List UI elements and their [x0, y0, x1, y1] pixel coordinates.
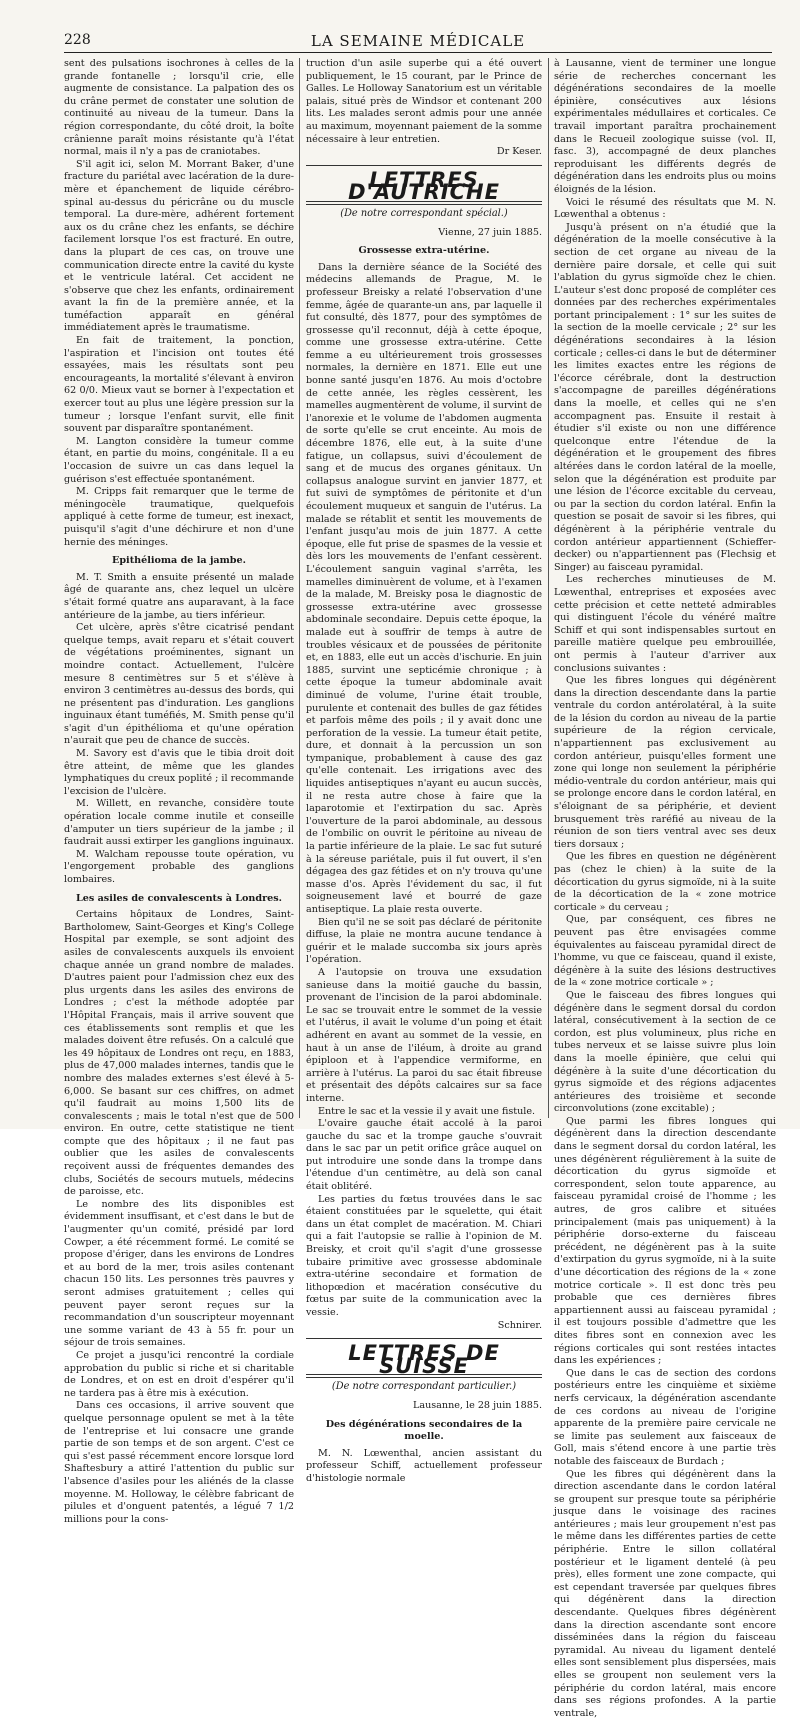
- page-header: [64, 32, 772, 52]
- section-rule: [306, 165, 542, 166]
- paragraph: A l'autopsie on trouva une exsudation sanieuse dans la moitié gauche du bassin, provenant de l'incision de la paroi abdominale. Le sac se trouvait entre le sommet de la vessie et l'utérus, il avait le volume d'un poing et était adhérent en avant au sommet de la vessie, en haut à un anse de l'iléum, à droite au grand épiploon et à l'appendice vermiforme, en arrière à l'utérus. La paroi du sac était fibreuse et présentait des dépôts calcaires sur sa face interne.: [306, 967, 542, 1106]
- section-subtitle: (De notre correspondant particulier.): [306, 1381, 542, 1394]
- paragraph: Entre le sac et la vessie il y avait une fistule.: [306, 1106, 542, 1119]
- paragraph: à Lausanne, vient de terminer une longue série de recherches concernant les dégénérations secondaires de la moelle épinière, consécutives aux lésions expérimentales médullaires et corticales. Ce travail important paraîtra prochainement dans le Recueil zoologique suisse (vol. II, fasc. 3), accompagné de deux planches reproduisant les différents degrés de dégénération dans les endroits plus ou moins éloignés de la lésion.: [554, 58, 776, 197]
- page-number: 228: [64, 32, 91, 48]
- paragraph: Que les fibres en question ne dégénèrent pas (chez le chien) à la suite de la décortication du gyrus sigmoïde, ni à la suite de la décortication de la « zone motrice corticale » du cerveau ;: [554, 851, 776, 914]
- section-heading: Grossesse extra-utérine.: [306, 245, 542, 258]
- signature: Dr Keser.: [306, 146, 542, 159]
- section-title: LETTRES D'AUTRICHE: [306, 174, 542, 199]
- paragraph: Que le faisceau des fibres longues qui dégénère dans le segment dorsal du cordon latéral, consécutivement à la section de ce cordon, est plus volumineux, plus riche en tubes nerveux et se laisse suivre plus loin dans la moelle épinière, que celui qui dégénère à la suite d'une décortication du gyrus sigmoïde et des régions adjacentes antérieures des troisième et seconde circonvolutions (zone excitable) ;: [554, 990, 776, 1116]
- paragraph: Que les fibres qui dégénèrent dans la direction ascendante dans le cordon latéral se groupent sur presque toute sa périphérie jusque dans le voisinage des racines antérieures ; mais leur groupement n'est pas le même dans les différentes parties de cette périphérie. Entre le sillon collatéral postérieur et le ligament dentelé (à peu près), elles forment une zone compacte, qui est cependant traversée par quelques fibres qui dégénèrent dans la direction descendante. Quelques fibres dégénèrent dans la direction ascendante sont encore disséminées dans la région du faisceau pyramidal. Au niveau du ligament dentelé elles sont sensiblement plus dispersées, mais elles se groupent non seulement vers la périphérie du cordon latéral, mais encore dans ses régions profondes. A la partie ventrale,: [554, 1469, 776, 1720]
- column-divider: [548, 58, 549, 1118]
- column-divider: [299, 58, 300, 1118]
- dateline: Vienne, 27 juin 1885.: [306, 227, 542, 240]
- paragraph: M. Walcham repousse toute opération, vu l'engorgement probable des ganglions lombaires.: [64, 849, 294, 887]
- dateline: Lausanne, le 28 juin 1885.: [306, 1400, 542, 1413]
- paragraph: M. Langton considère la tumeur comme étant, en partie du moins, congénitale. Il a eu l'occasion de suivre un cas dans lequel la guérison s'est effectuée spontanément.: [64, 436, 294, 486]
- paragraph: Certains hôpitaux de Londres, Saint-Bartholomew, Saint-Georges et King's College Hospital par exemple, se sont adjoint des asiles de convalescents auxquels ils envoient chaque année un grand nombre de malades. D'autres paient pour l'admission chez eux des plus urgents dans les asiles des environs de Londres ; c'est la méthode adoptée par l'Hôpital Français, mais il arrive souvent que ces établissements sont remplis et que les malades doivent être refusés. On a calculé que les 49 hôpitaux de Londres ont reçu, en 1883, plus de 47,000 malades internes, tandis que le nombre des malades externes s'est élevé à 5-6,000. Se basant sur ces chiffres, on admet qu'il faudrait au moins 1,500 lits de convalescents ; mais le total n'est que de 500 environ. En outre, cette statistique ne tient compte que des hôpitaux ; il ne faut pas oublier que les asiles de convalescents reçoivent aussi de fréquentes demandes des clubs, Sociétés de secours mutuels, médecins de paroisse, etc.: [64, 909, 294, 1199]
- paragraph: Que parmi les fibres longues qui dégénèrent dans la direction descendante dans le segment dorsal du cordon latéral, les unes dégénèrent régulièrement à la suite de décortication du gyrus sigmoïde et correspondent, selon toute apparence, au faisceau pyramidal croisé de l'homme ; les autres, de gros calibre et situées principalement (mais pas uniquement) à la périphérie dorso-externe du faisceau précédent, ne dégénèrent pas à la suite d'extirpation du gyrus sygmoïde, ni à la suite d'une décortication des régions de la « zone motrice corticale ». Il est donc très peu probable que ces dernières fibres appartiennent aussi au faisceau pyramidal ; il est toujours possible d'admettre que les dites fibres sont en connexion avec les régions corticales qui sont restées intactes dans les expériences ;: [554, 1116, 776, 1368]
- paragraph: M. T. Smith a ensuite présenté un malade âgé de quarante ans, chez lequel un ulcère s'était formé quatre ans auparavant, à la face antérieure de la jambe, au tiers inférieur.: [64, 572, 294, 622]
- paragraph: Que dans le cas de section des cordons postérieurs entre les cinquième et sixième nerfs cervicaux, la dégénération ascendante de ces cordons au niveau de l'origine apparente de la première paire cervicale ne se limite pas seulement aux faisceaux de Goll, mais s'étend encore à une partie très notable des faisceaux de Burdach ;: [554, 1368, 776, 1469]
- paragraph: truction d'un asile superbe qui a été ouvert publiquement, le 15 courant, par le Prince de Galles. Le Holloway Sanatorium est un véritable palais, situé près de Windsor et contenant 200 lits. Les malades seront admis pour une année au maximum, moyennant paiement de la somme nécessaire à leur entretien.: [306, 58, 542, 146]
- paragraph: M. Savory est d'avis que le tibia droit doit être atteint, de même que les glandes lymphatiques du creux poplité ; il recommande l'excision de l'ulcère.: [64, 748, 294, 798]
- column-3: [554, 58, 776, 1118]
- column-2: [306, 58, 542, 1118]
- paragraph: M. Cripps fait remarquer que le terme de méningocèle traumatique, quelquefois appliqué à cette forme de tumeur, est inexact, puisqu'il s'agit d'une déchirure et non d'une hernie des méninges.: [64, 486, 294, 549]
- paragraph: En fait de traitement, la ponction, l'aspiration et l'incision ont toutes été essayées, mais les résultats sont peu encourageants, la mortalité s'élevant à environ 62 0/0. Mieux vaut se borner à l'expectation et exercer tout au plus une légère pression sur la tumeur ; lorsque l'enfant survit, elle finit souvent par disparaître spontanément.: [64, 335, 294, 436]
- paragraph: Jusqu'à présent on n'a étudié que la dégénération de la moelle consécutive à la section de cet organe au niveau de la dernière paire dorsale, et celle qui suit l'ablation du gyrus sigmoïde chez le chien. L'auteur s'est donc proposé de compléter ces données par des recherches expérimentales portant principalement : 1° sur les suites de la section de la moelle cervicale ; 2° sur les dégénérations secondaires à la lésion corticale ; celles-ci dans le but de déterminer les limites exactes entre les régions de l'écorce cérébrale, dont la destruction s'accompagne de pareilles dégénérations dans la moelle, et celles qui ne s'en accompagnent pas. Ensuite il restait à étudier s'il existe ou non une différence quelconque entre l'étendue de la dégénération et le groupement des fibres altérées dans le cordon latéral de la moelle, selon que la dégénération est produite par une lésion de l'écorce excitable du cerveau, ou par la section du cordon latéral. Enfin la question se posait de savoir si les fibres, qui dégénèrent à la périphérie ventrale du cordon antérieur appartiennent (Schieffer-decker) ou n'appartiennent pas (Flechsig et Singer) au faisceau pyramidal.: [554, 222, 776, 575]
- paragraph: Cet ulcère, après s'être cicatrisé pendant quelque temps, avait reparu et s'était couvert de végétations proéminentes, signant un moindre contact. Actuellement, l'ulcère mesure 8 centimètres sur 5 et s'élève à environ 3 centimètres au-dessus des bords, qui ne présentent pas d'induration. Les ganglions inguinaux étant tuméfiés, M. Smith pense qu'il s'agit d'un épithélioma et qu'une opération n'aurait que peu de chance de succès.: [64, 622, 294, 748]
- paragraph: Le nombre des lits disponibles est évidemment insuffisant, et c'est dans le but de l'augmenter qu'un comité, présidé par lord Cowper, a été récemment formé. Le comité se propose d'ériger, dans les environs de Londres et au bord de la mer, trois asiles contenant chacun 150 lits. Les personnes très pauvres y seront admises gratuitement ; celles qui peuvent payer seront reçues sur la recommandation d'un souscripteur moyennant une somme variant de 43 à 55 fr. pour un séjour de trois semaines.: [64, 1199, 294, 1350]
- paragraph: Bien qu'il ne se soit pas déclaré de péritonite diffuse, la plaie ne montra aucune tendance à guérir et le malade succomba six jours après l'opération.: [306, 917, 542, 967]
- section-rule: [306, 1338, 542, 1339]
- column-1: [64, 58, 294, 1118]
- paragraph: L'ovaire gauche était accolé à la paroi gauche du sac et la trompe gauche s'ouvrait dans le sac par un petit orifice grâce auquel on put introduire une sonde dans la trompe dans l'étendue d'un centimètre, au delà son canal était oblitéré.: [306, 1118, 542, 1194]
- signature: Schnirer.: [306, 1320, 542, 1333]
- paragraph: Dans la dernière séance de la Société des médecins allemands de Prague, M. le professeur Breisky a relaté l'observation d'une femme, âgée de quarante-un ans, par laquelle il fut consulté, dès 1877, pour des symptômes de grossesse qu'il reconnut, déjà à cette époque, comme une grossesse extra-utérine. Cette femme a eu ultérieurement trois grossesses normales, la dernière en 1871. Elle eut une bonne santé jusqu'en 1876. Au mois d'octobre de cette année, les règles cessèrent, les mamelles augmentèrent de volume, il survint de l'anorexie et le volume de l'abdomen augmenta de sorte qu'elle se crut enceinte. Au mois de décembre 1876, elle eut, à la suite d'une fatigue, un collapsus, suivi d'écoulement de sang et de mucus des organes génitaux. Un collapsus analogue survint en janvier 1877, et fut suivi de symptômes de péritonite et d'un écoulement muqueux et sanguin de l'utérus. La malade se rétablit et sentit les mouvements de l'enfant jusqu'au mois de juin 1877. A cette époque, elle fut prise de spasmes de la vessie et dès lors les mouvements de l'enfant cessèrent. L'écoulement sanguin vaginal s'arrêta, les mamelles diminuèrent de volume, et à l'examen de la malade, M. Breisky posa le diagnostic de grossesse extra-utérine avec grossesse abdominale secondaire. Depuis cette époque, la malade eut à souffrir de temps à autre de troubles vésicaux et de poussées de péritonite et, en 1883, elle eut un accès d'ischurie. En juin 1885, survint une septicémie chronique ; à cette époque la tumeur abdominale avait diminué de volume, l'urine était trouble, purulente et contenait des bulles de gaz fétides et parfois même des poils ; il y avait donc une perforation de la vessie. La tumeur était petite, dure, et donnait à la percussion un son tympanique, probablement à cause des gaz qu'elle contenait. Les irrigations avec des liquides antiseptiques n'ayant eu aucun succès, il ne resta autre chose à faire que la laparotomie et l'extirpation du sac. Après l'ouverture de la paroi abdominale, au dessous de l'ombilic on ouvrit le péritoine au niveau de la partie inférieure de la plaie. Le sac fut suturé à la séreuse pariétale, puis il fut ouvert, il s'en dégagea des gaz fétides et on n'y trouva qu'une masse d'os. Après l'évidement du sac, il fut soigneusement lavé et bourré de gaze antiseptique. La plaie resta ouverte.: [306, 262, 542, 917]
- journal-title: LA SEMAINE MÉDICALE: [64, 32, 772, 50]
- paragraph: sent des pulsations isochrones à celles de la grande fontanelle ; lorsqu'il crie, elle augmente de consistance. La palpation des os du crâne permet de constater une solution de continuité au niveau de la tumeur. Dans la région correspondante, du côté droit, la boîte crânienne paraît moins résistante qu'à l'état normal, mais il n'y a pas de craniotabes.: [64, 58, 294, 159]
- paragraph: Que les fibres longues qui dégénèrent dans la direction descendante dans la partie ventrale du cordon antérolatéral, à la suite de la lésion du cordon au niveau de la partie supérieure de la région cervicale, n'appartiennent pas exclusivement au cordon antérieur, puisqu'elles forment une zone qui longe non seulement la périphérie médio-ventrale du cordon antérieur, mais qui se prolonge encore dans le cordon latéral, en s'éloignant de sa périphérie, et devient brusquement très raréfié au niveau de la réunion de son tiers ventral avec ses deux tiers dorsaux ;: [554, 675, 776, 851]
- section-heading: Des dégénérations secondaires de la moelle.: [306, 1419, 542, 1444]
- paragraph: Dans ces occasions, il arrive souvent que quelque personnage opulent se met à la tête de l'entreprise et lui consacre une grande partie de son temps et de son argent. C'est ce qui s'est passé récemment encore lorsque lord Shaftesbury a attiré l'attention du public sur l'absence d'asiles pour les aliénés de la classe moyenne. M. Holloway, le célèbre fabricant de pilules et d'onguent patentés, a légué 7 1/2 millions pour la cons-: [64, 1400, 294, 1526]
- paragraph: M. N. Lœwenthal, ancien assistant du professeur Schiff, actuellement professeur d'histologie normale: [306, 1448, 542, 1486]
- section-heading: Epithélioma de la jambe.: [64, 555, 294, 568]
- section-title: LETTRES DE SUISSE: [306, 1347, 542, 1372]
- header-rule: [64, 52, 772, 53]
- section-subtitle: (De notre correspondant spécial.): [306, 208, 542, 221]
- paragraph: Ce projet a jusqu'ici rencontré la cordiale approbation du public si riche et si charitable de Londres, et on est en droit d'espérer qu'il ne tardera pas à être mis à exécution.: [64, 1350, 294, 1400]
- paragraph: Les parties du fœtus trouvées dans le sac étaient constituées par le squelette, qui était dans un état complet de macération. M. Chiari qui a fait l'autopsie se rallie à l'opinion de M. Breisky, et croit qu'il s'agit d'une grossesse tubaire primitive avec grossesse abdominale extra-utérine secondaire et formation de lithopœdion et macération consécutive du fœtus par suite de la communication avec la vessie.: [306, 1194, 542, 1320]
- paragraph: Voici le résumé des résultats que M. N. Lœwenthal a obtenus :: [554, 197, 776, 222]
- paragraph: M. Willett, en revanche, considère toute opération locale comme inutile et conseille d'amputer un tiers supérieur de la jambe ; il faudrait aussi extirper les ganglions inguinaux.: [64, 798, 294, 848]
- paragraph: Que, par conséquent, ces fibres ne peuvent pas être envisagées comme équivalentes au faisceau pyramidal direct de l'homme, vu que ce faisceau, quand il existe, dégénère à la suite des lésions destructives de la « zone motrice corticale » ;: [554, 914, 776, 990]
- paragraph: Les recherches minutieuses de M. Lœwenthal, entreprises et exposées avec cette précision et cette netteté admirables qui distinguent l'école du vénéré maître Schiff et qui sont indispensables surtout en pareille matière quelque peu embrouillée, ont permis à l'auteur d'arriver aux conclusions suivantes :: [554, 574, 776, 675]
- section-heading: Les asiles de convalescents à Londres.: [64, 893, 294, 906]
- paragraph: S'il agit ici, selon M. Morrant Baker, d'une fracture du pariétal avec lacération de la dure-mère et épanchement de liquide cérébro-spinal au-dessus du péricrâne ou du muscle temporal. La dure-mère, adhérent fortement aux os du crâne chez les enfants, se déchire facilement lorsque l'os est fracturé. En outre, dans la plupart de ces cas, on trouve une communication directe entre la cavité du kyste et le ventricule latéral. Cet accident ne s'observe que chez les enfants, ordinairement avant la fin de la première année, et la tuméfaction apparaît en général immédiatement après le traumatisme.: [64, 159, 294, 335]
